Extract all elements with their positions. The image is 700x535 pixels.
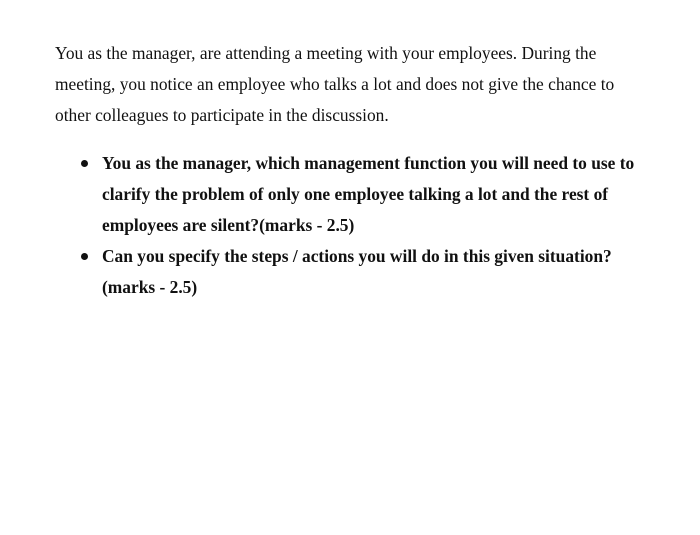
intro-line: meeting, you notice an employee who talks a lot and does not give the chance to (55, 74, 615, 94)
question-line: You as the manager, which management function you will need to use to (102, 153, 635, 173)
question-list (55, 148, 695, 303)
question-item (55, 148, 695, 241)
bullet-icon (81, 160, 88, 167)
question-line: Can you specify the steps / actions you will do in this given situation? (102, 246, 612, 266)
bullet-icon (81, 253, 88, 260)
question-item (55, 241, 695, 303)
document-body (55, 38, 695, 303)
intro-paragraph (55, 38, 695, 131)
intro-line: other colleagues to participate in the discussion. (55, 105, 389, 125)
question-line: (marks - 2.5) (102, 277, 198, 297)
intro-line: You as the manager, are attending a meeting with your employees. During the (55, 43, 597, 63)
question-line: clarify the problem of only one employee talking a lot and the rest of (102, 184, 609, 204)
question-line: employees are silent?(marks - 2.5) (102, 215, 355, 235)
